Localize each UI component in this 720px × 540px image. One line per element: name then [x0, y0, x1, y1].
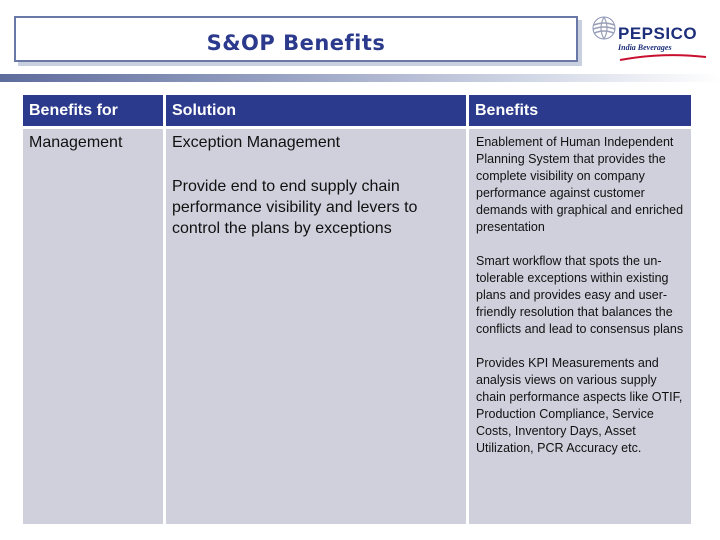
benefits-table: [23, 95, 691, 524]
table-row: [23, 129, 691, 524]
swoosh-icon: [618, 54, 708, 62]
benefit-item: Provides KPI Measurements and analysis views on various supply chain performance aspects like OTIF, Production Compliance, Service Costs, Inventory Days, Asset Utilization, PCR Accuracy etc.: [476, 356, 683, 455]
pepsico-logo: [588, 10, 712, 64]
benefit-item: Enablement of Human Independent Planning System that provides the complete visibility on company performance against customer demands with graphical and enriched presentation: [476, 135, 684, 234]
solution-title: Exception Management: [172, 134, 341, 151]
header-benefits: Benefits: [469, 95, 691, 129]
header-benefits-for: Benefits for: [23, 95, 166, 129]
benefit-item: Smart workflow that spots the un-tolerable exceptions within existing plans and provides easy and user-friendly resolution that balances the conflicts and lead to consensus plans: [476, 254, 684, 336]
solution-description: Provide end to end supply chain performance visibility and levers to control the plans by exceptions: [172, 178, 418, 237]
logo-subtitle: India Beverages: [618, 43, 672, 52]
table-header-row: [23, 95, 691, 129]
page-title: S&OP Benefits: [206, 31, 386, 55]
solution-cell: [166, 129, 469, 524]
logo-wordmark: PEPSICO: [618, 24, 698, 43]
benefits-cell: [469, 129, 691, 524]
header-solution: Solution: [166, 95, 469, 129]
title-box: [14, 16, 578, 62]
benefits-for-cell: Management: [23, 129, 166, 524]
globe-icon: [592, 16, 616, 40]
header-divider: [0, 74, 720, 82]
